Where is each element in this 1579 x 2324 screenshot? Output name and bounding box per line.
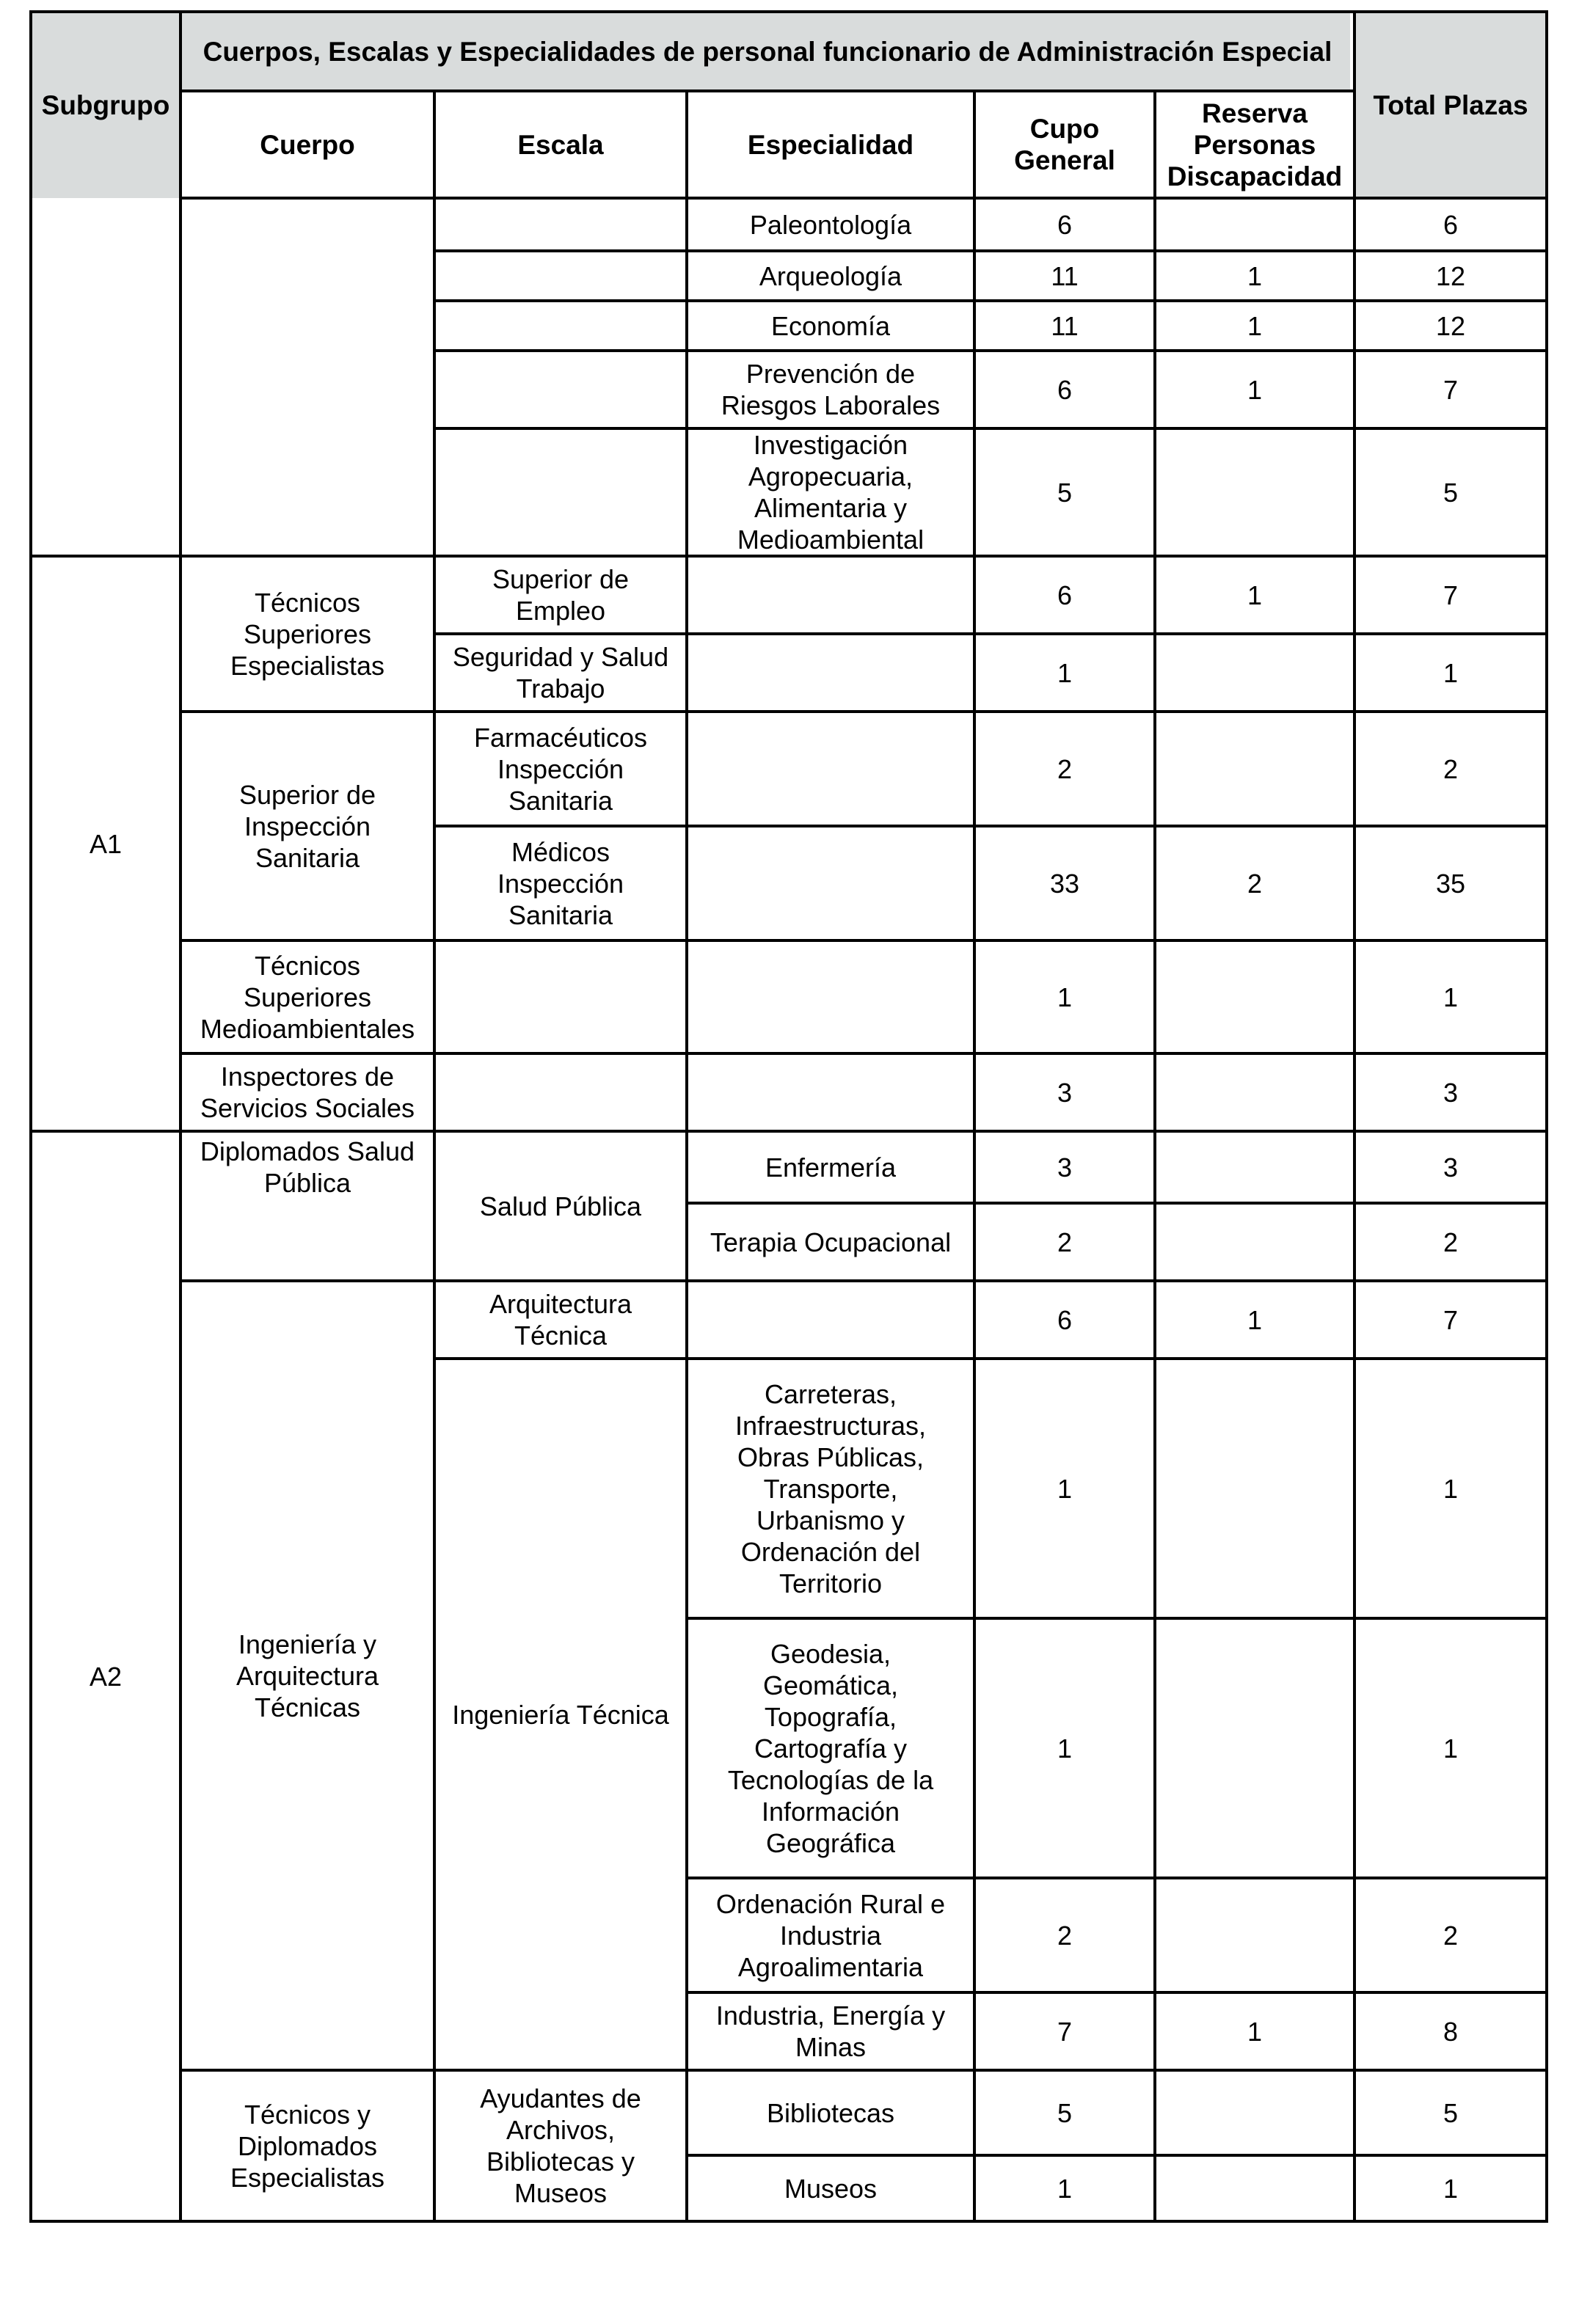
reserva-cell [1155,940,1354,1053]
escala-cell: Médicos Inspección Sanitaria [497,836,624,930]
total-cell: 7 [1443,374,1459,405]
total-cell: 1 [1443,1473,1459,1504]
reserva-cell [1155,634,1354,712]
reserva-cell: 1 [1247,580,1263,610]
especialidad-cell [687,1281,974,1359]
total-cell: 12 [1435,260,1466,291]
subgroup-a1: A1 [89,828,123,859]
cupo-cell: 11 [1051,310,1079,341]
escala-cell: Arquitectura Técnica [489,1289,632,1351]
cuerpo-cell: Técnicos Superiores Especialistas [230,587,385,681]
total-cell: 5 [1443,477,1459,508]
cupo-cell: 1 [1057,1733,1073,1764]
especialidad-cell: Carreteras, Infraestructuras, Obras Públicas, Transporte, Urbanismo y Ordenación del Territorio [734,1378,927,1598]
cupo-cell: 6 [1057,374,1073,405]
cuerpo-cell: Técnicos Superiores Medioambientales [200,950,415,1044]
cupo-cell: 11 [1051,260,1079,291]
reserva-cell [1155,2070,1354,2155]
cupo-cell: 6 [1057,1304,1073,1335]
total-cell: 5 [1443,2097,1459,2128]
reserva-cell [1155,198,1354,251]
especialidad-cell: Economía [770,310,891,341]
escala-cell: Ingeniería Técnica [452,1699,669,1730]
cupo-cell: 2 [1057,1227,1073,1257]
escala-cell: Salud Pública [479,1191,642,1221]
reserva-cell: 1 [1247,374,1263,405]
especialidad-cell [687,940,974,1053]
total-cell: 1 [1443,657,1459,688]
reserva-cell: 2 [1247,868,1263,899]
header-reserva: Reserva Personas Discapacidad [1167,98,1343,191]
total-cell: 3 [1443,1077,1459,1108]
especialidad-cell [687,634,974,712]
header-group-title: Cuerpos, Escalas y Especialidades de personal funcionario de Administración Especial [203,36,1332,67]
cupo-cell: 1 [1057,657,1073,688]
reserva-cell [1155,428,1354,556]
especialidad-cell: Prevención de Riesgos Laborales [721,359,941,420]
cupo-cell: 5 [1057,2097,1073,2128]
especialidad-cell [687,712,974,826]
total-cell: 35 [1435,868,1466,899]
cupo-cell: 1 [1057,982,1073,1012]
cuerpo-cell: Inspectores de Servicios Sociales [200,1061,415,1123]
cuerpo-cell: Superior de Inspección Sanitaria [238,779,376,873]
reserva-cell [1155,1359,1354,1618]
especialidad-cell: Bibliotecas [766,2097,895,2128]
especialidad-cell: Museos [784,2173,878,2204]
header-subgrupo: Subgrupo [41,89,170,120]
especialidad-cell: Enfermería [765,1152,897,1183]
total-cell: 7 [1443,580,1459,610]
reserva-cell [1155,1203,1354,1281]
header-cuerpo: Cuerpo [260,129,355,160]
reserva-cell: 1 [1247,2016,1263,2047]
escala-cell: Superior de Empleo [492,564,630,626]
reserva-cell [1155,712,1354,826]
cupo-cell: 33 [1049,868,1080,899]
cupo-cell: 1 [1057,1473,1073,1504]
total-cell: 1 [1443,1733,1459,1764]
escala-cell: Ayudantes de Archivos, Bibliotecas y Museos [480,2083,641,2208]
cupo-cell: 5 [1057,477,1073,508]
escala-cell: Farmacéuticos Inspección Sanitaria [473,722,648,816]
total-cell: 1 [1443,2173,1459,2204]
especialidad-cell: Geodesia, Geomática, Topografía, Cartografía y Tecnologías de la Información Geográfica [727,1638,934,1858]
especialidad-cell [687,826,974,940]
cupo-cell: 6 [1057,209,1073,240]
especialidad-cell [687,1053,974,1131]
reserva-cell [1155,2155,1354,2221]
cuerpo-cell: Diplomados Salud Pública [200,1136,415,1198]
total-cell: 3 [1443,1152,1459,1183]
reserva-cell: 1 [1247,310,1263,341]
escala-cell: Seguridad y Salud Trabajo [452,642,669,704]
especialidad-cell: Industria, Energía y Minas [715,2000,946,2062]
cupo-cell: 1 [1057,2173,1073,2204]
reserva-cell [1155,1131,1354,1203]
total-cell: 2 [1443,1920,1459,1951]
especialidad-cell [687,556,974,634]
cuerpo-cell: Técnicos y Diplomados Especialistas [230,2099,385,2193]
header-especialidad: Especialidad [747,129,914,160]
cupo-cell: 3 [1057,1077,1073,1108]
cupo-cell: 2 [1057,753,1073,784]
total-cell: 12 [1435,310,1466,341]
total-cell: 7 [1443,1304,1459,1335]
cupo-cell: 7 [1057,2016,1073,2047]
total-cell: 6 [1443,209,1459,240]
reserva-cell [1155,1618,1354,1878]
reserva-cell: 1 [1247,1304,1263,1335]
cupo-cell: 6 [1057,580,1073,610]
total-cell: 8 [1443,2016,1459,2047]
cupo-cell: 2 [1057,1920,1073,1951]
header-escala: Escala [517,129,604,160]
especialidad-cell: Terapia Ocupacional [710,1227,952,1257]
subgroup-a2: A2 [89,1661,123,1692]
especialidad-cell: Investigación Agropecuaria, Alimentaria y Medioambiental [737,430,925,555]
especialidad-cell: Ordenación Rural e Industria Agroalimentaria [715,1888,946,1982]
total-cell: 1 [1443,982,1459,1012]
especialidad-cell: Paleontología [749,209,912,240]
header-total-plazas: Total Plazas [1373,89,1528,120]
total-cell: 2 [1443,753,1459,784]
reserva-cell [1155,1878,1354,1992]
cupo-cell: 3 [1057,1152,1073,1183]
cuerpo-cell: Ingeniería y Arquitectura Técnicas [236,1629,379,1722]
total-cell: 2 [1443,1227,1459,1257]
header-cupo-general: Cupo General [1014,114,1115,175]
reserva-cell [1155,1053,1354,1131]
reserva-cell: 1 [1247,260,1263,291]
especialidad-cell: Arqueología [759,260,902,291]
